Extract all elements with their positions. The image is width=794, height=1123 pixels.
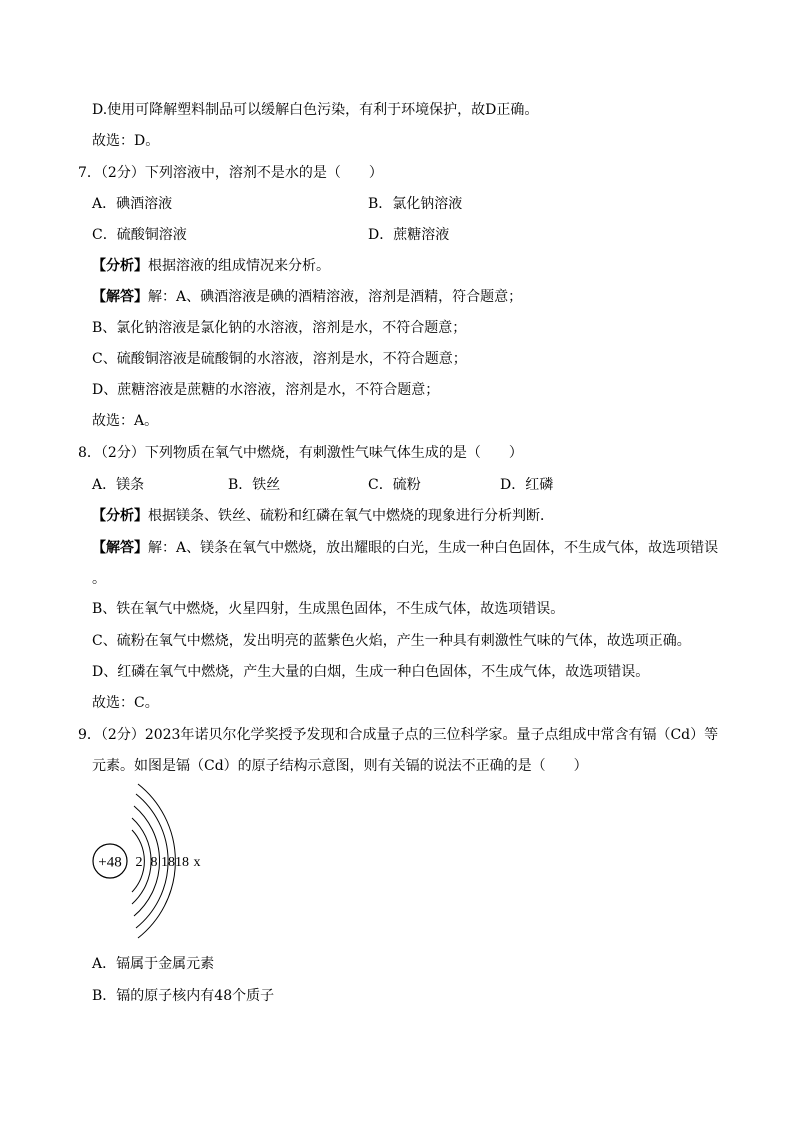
q8-option-a: A．镁条 [92, 477, 145, 493]
shell-4-electrons: 18 [175, 855, 189, 870]
q7-solution-line-d: D、蔗糖溶液是蔗糖的水溶液，溶剂是水，不符合题意； [92, 382, 440, 398]
q8-option-c: C．硫粉 [368, 477, 421, 493]
q8-analysis-text: 根据镁条、铁丝、硫粉和红磷在氧气中燃烧的现象进行分析判断． [148, 508, 554, 524]
q7-solution-line-b: B、氯化钠溶液是氯化钠的水溶液，溶剂是水，不符合题意； [92, 320, 467, 336]
q7-solution-line-c: C、硫酸铜溶液是硫酸铜的水溶液，溶剂是水，不符合题意； [92, 351, 467, 367]
q9-stem-line-2: 元素。如图是镉（Cd）的原子结构示意图，则有关镉的说法不正确的是（ ） [92, 758, 588, 774]
q8-solution-line-c: C、硫粉在氧气中燃烧，发出明亮的蓝紫色火焰，产生一种具有刺激性气味的气体，故选项正确。 [92, 633, 691, 649]
q8-solution-text: 解：A、镁条在氧气中燃烧，放出耀眼的白光，生成一种白色固体，不生成气体，故选项错误 [148, 540, 719, 556]
shell-5-electrons: x [193, 855, 201, 870]
shell-3-electrons: 18 [161, 855, 175, 870]
q9-option-b: B．镉的原子核内有48个质子 [92, 988, 275, 1004]
q7-solution [92, 288, 522, 306]
q8-option-b: B．铁丝 [228, 477, 281, 493]
q7-option-d: D．蔗糖溶液 [368, 227, 450, 243]
q8-analysis-tag: 【分析】 [92, 508, 148, 524]
q7-solution-tag: 【解答】 [92, 289, 148, 305]
q7-option-b: B．氯化钠溶液 [368, 196, 463, 212]
shell-1-electrons: 2 [135, 855, 143, 870]
prev-option-d-explanation: D.使用可降解塑料制品可以缓解白色污染，有利于环境保护，故D正确。 [92, 102, 539, 118]
q8-solution-cont: 。 [92, 571, 106, 587]
q9-stem-line-1: 9．（2分）2023年诺贝尔化学奖授予发现和合成量子点的三位科学家。量子点组成中常含有镉（Cd）等 [78, 727, 719, 743]
prev-answer: 故选：D。 [92, 133, 160, 149]
q7-analysis-tag: 【分析】 [92, 258, 148, 274]
q7-option-a: A．碘酒溶液 [92, 196, 173, 212]
nucleus-charge: +48 [98, 854, 122, 871]
q8-option-d: D．红磷 [500, 477, 554, 493]
q8-answer: 故选：C。 [92, 695, 159, 711]
q7-stem: 7．（2分）下列溶液中，溶剂不是水的是（ ） [78, 165, 383, 181]
q8-stem: 8．（2分）下列物质在氧气中燃烧，有刺激性气味气体生成的是（ ） [78, 445, 523, 461]
q7-analysis-text: 根据溶液的组成情况来分析。 [148, 258, 330, 274]
q8-solution-line-d: D、红磷在氧气中燃烧，产生大量的白烟，生成一种白色固体，不生成气体，故选项错误。 [92, 664, 650, 680]
q7-analysis [92, 257, 330, 275]
q9-option-a: A．镉属于金属元素 [92, 956, 215, 972]
q8-solution-tag: 【解答】 [92, 540, 148, 556]
q8-solution [92, 539, 718, 557]
shell-2-electrons: 8 [150, 855, 158, 870]
q7-answer: 故选：A。 [92, 413, 159, 429]
q8-solution-line-b: B、铁在氧气中燃烧，火星四射，生成黑色固体，不生成气体，故选项错误。 [92, 601, 565, 617]
q7-option-c: C．硫酸铜溶液 [92, 227, 187, 243]
atomic-structure-diagram [88, 782, 228, 942]
q8-analysis [92, 507, 554, 525]
q7-solution-text: 解：A、碘酒溶液是碘的酒精溶液，溶剂是酒精，符合题意； [148, 289, 523, 305]
